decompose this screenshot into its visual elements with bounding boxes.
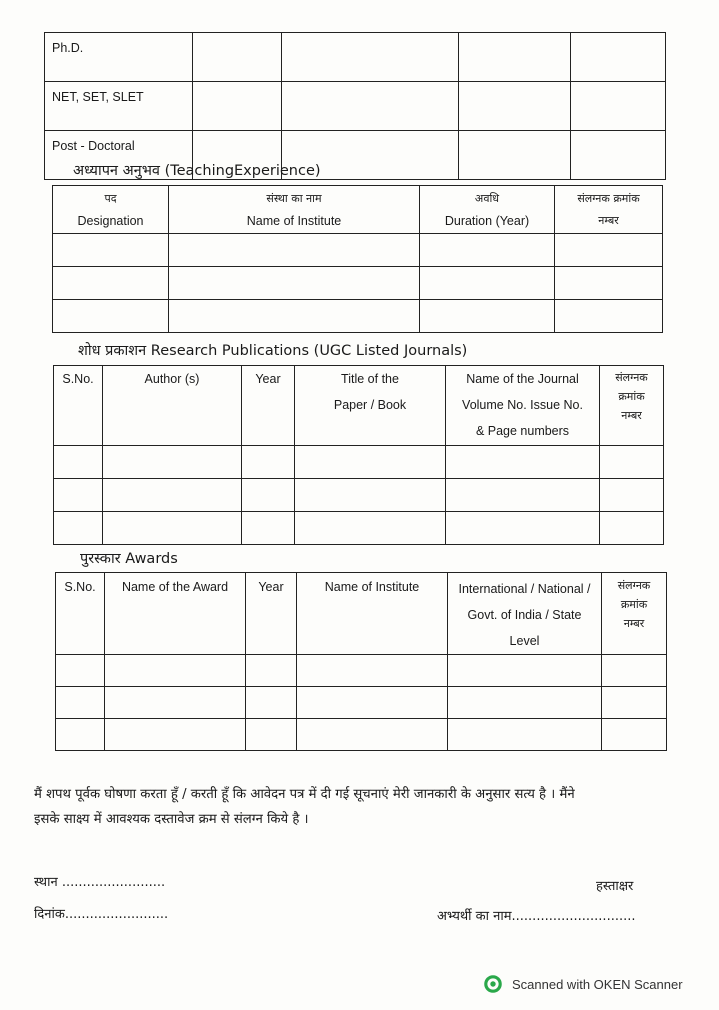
table-cell[interactable] bbox=[602, 655, 667, 687]
table-cell[interactable] bbox=[169, 300, 420, 333]
col-level: International / National / Govt. of India / State Level bbox=[448, 573, 602, 655]
scanner-logo-icon bbox=[484, 975, 502, 993]
table-cell[interactable] bbox=[420, 300, 555, 333]
table-cell[interactable] bbox=[169, 267, 420, 300]
table-cell[interactable] bbox=[282, 33, 459, 82]
col-sno: S.No. bbox=[54, 366, 103, 446]
table-cell[interactable] bbox=[103, 479, 242, 512]
table-cell[interactable] bbox=[56, 719, 105, 751]
table-cell[interactable] bbox=[282, 82, 459, 131]
table-cell[interactable] bbox=[103, 512, 242, 545]
table-cell[interactable] bbox=[446, 512, 600, 545]
qualification-label: NET, SET, SLET bbox=[45, 82, 193, 131]
table-cell[interactable] bbox=[246, 687, 297, 719]
table-cell[interactable] bbox=[53, 234, 169, 267]
col-designation: पद Designation bbox=[53, 186, 169, 234]
qualification-label: Ph.D. bbox=[45, 33, 193, 82]
table-row bbox=[45, 33, 666, 82]
table-cell[interactable] bbox=[53, 300, 169, 333]
table-header-row bbox=[54, 366, 664, 446]
table-cell[interactable] bbox=[600, 512, 664, 545]
table-cell[interactable] bbox=[297, 655, 448, 687]
table-cell[interactable] bbox=[56, 687, 105, 719]
table-cell[interactable] bbox=[555, 300, 663, 333]
table-cell[interactable] bbox=[105, 719, 246, 751]
table-cell[interactable] bbox=[602, 687, 667, 719]
table-cell[interactable] bbox=[571, 82, 666, 131]
col-duration: अवधि Duration (Year) bbox=[420, 186, 555, 234]
table-cell[interactable] bbox=[246, 655, 297, 687]
date-field[interactable]: दिनांक......................... bbox=[34, 907, 169, 922]
col-journal: Name of the Journal Volume No. Issue No. & Page numbers bbox=[446, 366, 600, 446]
table-row bbox=[54, 512, 664, 545]
table-cell[interactable] bbox=[446, 479, 600, 512]
declaration-line: इसके साक्ष्य में आवश्यक दस्तावेज क्रम से संलग्न किये है । bbox=[34, 812, 309, 827]
table-cell[interactable] bbox=[448, 719, 602, 751]
table-cell[interactable] bbox=[448, 655, 602, 687]
table-header-row bbox=[53, 186, 663, 234]
table-row bbox=[53, 300, 663, 333]
table-header-row bbox=[56, 573, 667, 655]
table-cell[interactable] bbox=[602, 719, 667, 751]
col-title: Title of the Paper / Book bbox=[295, 366, 446, 446]
publications-table bbox=[53, 365, 664, 545]
col-annexure: संलग्नक क्रमांक नम्बर bbox=[602, 573, 667, 655]
awards-heading: पुरस्कार Awards bbox=[80, 551, 178, 567]
table-row bbox=[56, 687, 667, 719]
qualification-label: Post - Doctoral bbox=[45, 131, 193, 180]
table-cell[interactable] bbox=[54, 446, 103, 479]
col-institute: Name of Institute bbox=[297, 573, 448, 655]
col-annexure: संलग्नक क्रमांक नम्बर bbox=[600, 366, 664, 446]
declaration-line: मैं शपथ पूर्वक घोषणा करता हूँ / करती हूँ कि आवेदन पत्र में दी गई सूचनाएं मेरी जानकारी के अनुसार सत्य है । मैंने bbox=[34, 787, 575, 802]
table-cell[interactable] bbox=[105, 687, 246, 719]
table-cell[interactable] bbox=[448, 687, 602, 719]
table-cell[interactable] bbox=[105, 655, 246, 687]
scanner-text: Scanned with OKEN Scanner bbox=[512, 976, 683, 992]
awards-table bbox=[55, 572, 667, 751]
table-cell[interactable] bbox=[420, 234, 555, 267]
table-row bbox=[54, 446, 664, 479]
signature-label: हस्ताक्षर bbox=[596, 879, 634, 894]
col-year: Year bbox=[246, 573, 297, 655]
table-cell[interactable] bbox=[459, 131, 571, 180]
table-cell[interactable] bbox=[169, 234, 420, 267]
col-annexure: संलग्नक क्रमांक नम्बर bbox=[555, 186, 663, 234]
col-author: Author (s) bbox=[103, 366, 242, 446]
table-cell[interactable] bbox=[459, 33, 571, 82]
table-cell[interactable] bbox=[459, 82, 571, 131]
table-cell[interactable] bbox=[56, 655, 105, 687]
table-row bbox=[54, 479, 664, 512]
table-cell[interactable] bbox=[242, 479, 295, 512]
col-award-name: Name of the Award bbox=[105, 573, 246, 655]
scanner-watermark bbox=[484, 975, 683, 993]
table-cell[interactable] bbox=[446, 446, 600, 479]
table-cell[interactable] bbox=[420, 267, 555, 300]
table-cell[interactable] bbox=[295, 512, 446, 545]
table-cell[interactable] bbox=[571, 33, 666, 82]
candidate-name-field[interactable]: अभ्यर्थी का नाम.............................. bbox=[437, 909, 636, 924]
table-row bbox=[53, 267, 663, 300]
table-cell[interactable] bbox=[246, 719, 297, 751]
table-cell[interactable] bbox=[571, 131, 666, 180]
table-cell[interactable] bbox=[242, 446, 295, 479]
table-row bbox=[56, 719, 667, 751]
table-cell[interactable] bbox=[193, 33, 282, 82]
table-cell[interactable] bbox=[54, 479, 103, 512]
table-row bbox=[56, 655, 667, 687]
qualification-table bbox=[44, 32, 666, 180]
table-cell[interactable] bbox=[600, 446, 664, 479]
table-cell[interactable] bbox=[193, 82, 282, 131]
col-sno: S.No. bbox=[56, 573, 105, 655]
table-cell[interactable] bbox=[53, 267, 169, 300]
table-row bbox=[45, 82, 666, 131]
table-cell[interactable] bbox=[555, 267, 663, 300]
table-cell[interactable] bbox=[600, 479, 664, 512]
table-cell[interactable] bbox=[297, 719, 448, 751]
col-year: Year bbox=[242, 366, 295, 446]
table-cell[interactable] bbox=[555, 234, 663, 267]
table-cell[interactable] bbox=[242, 512, 295, 545]
table-cell[interactable] bbox=[295, 479, 446, 512]
teaching-table bbox=[52, 185, 663, 333]
table-cell[interactable] bbox=[103, 446, 242, 479]
table-cell[interactable] bbox=[295, 446, 446, 479]
table-row bbox=[53, 234, 663, 267]
table-cell[interactable] bbox=[54, 512, 103, 545]
teaching-heading: अध्यापन अनुभव (TeachingExperience) bbox=[73, 163, 321, 179]
table-cell[interactable] bbox=[297, 687, 448, 719]
declaration-text bbox=[34, 782, 699, 832]
col-institute: संस्था का नाम Name of Institute bbox=[169, 186, 420, 234]
publications-heading: शोध प्रकाशन Research Publications (UGC Listed Journals) bbox=[78, 343, 468, 359]
place-field[interactable]: स्थान ......................... bbox=[34, 875, 166, 890]
